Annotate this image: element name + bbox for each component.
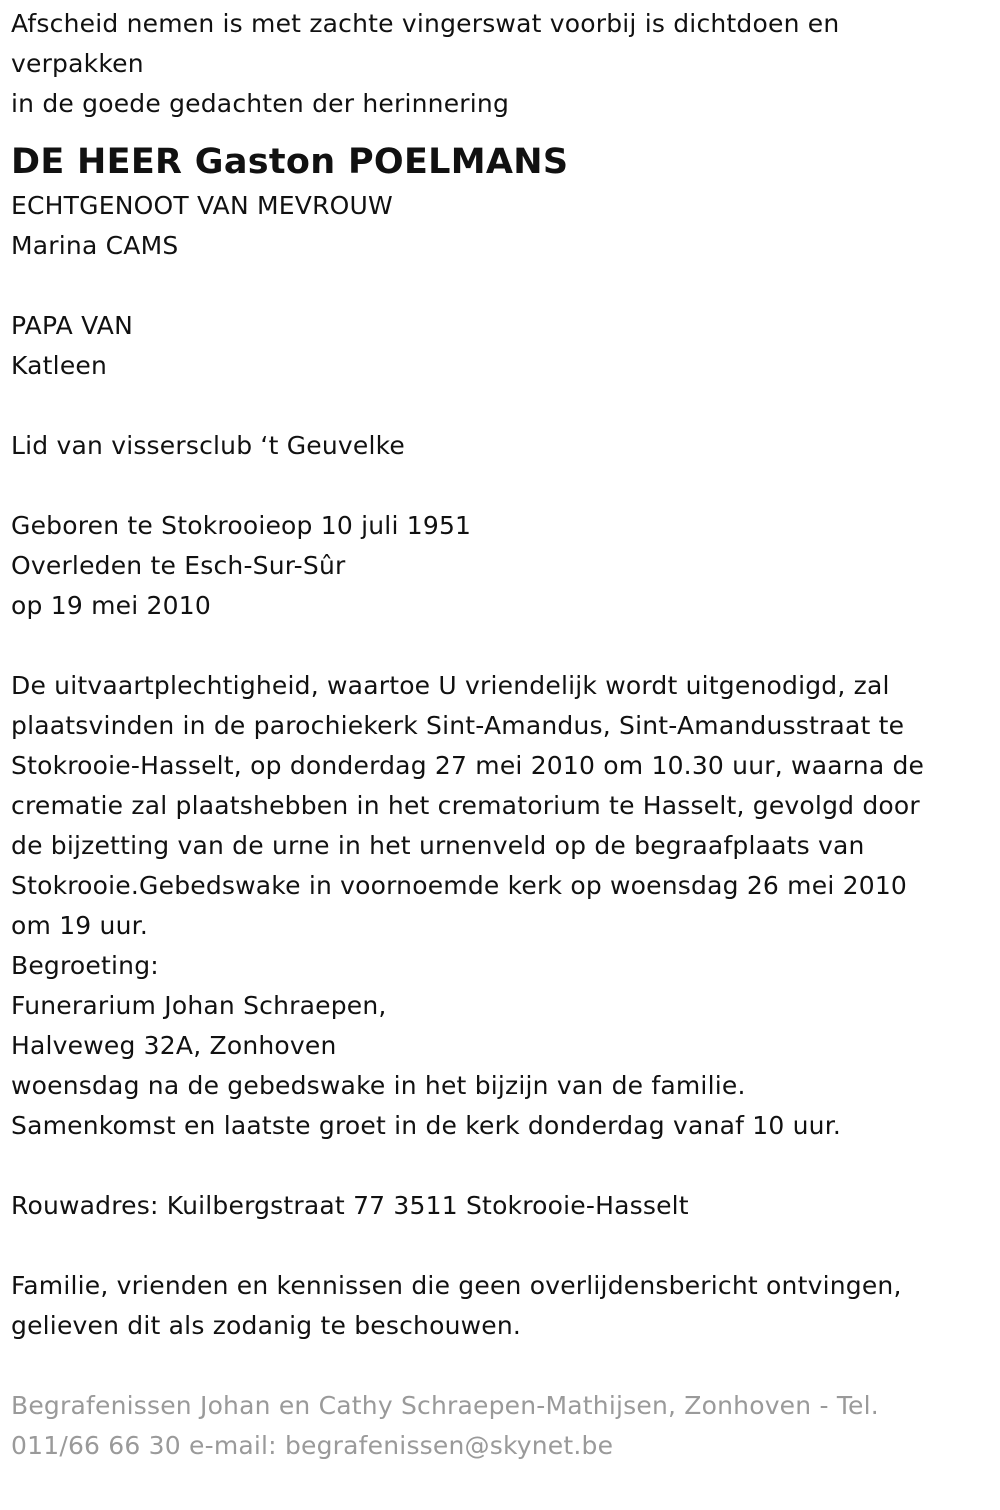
- spacer: [11, 1346, 986, 1386]
- spacer: [11, 1226, 986, 1266]
- ceremony-line: Stokrooie.Gebedswake in voornoemde kerk op woensdag 26 mei 2010: [11, 871, 908, 900]
- closing-line: gelieven dit als zodanig te beschouwen.: [11, 1311, 522, 1340]
- greeting-line: Halveweg 32A, Zonhoven: [11, 1031, 337, 1060]
- footer-line: 011/66 66 30 e-mail: begrafenissen@skynet.be: [11, 1431, 614, 1460]
- children-name: Katleen: [11, 351, 108, 380]
- ceremony-line: crematie zal plaatshebben in het crematorium te Hasselt, gevolgd door: [11, 791, 920, 820]
- spacer: [11, 626, 986, 666]
- spouse-name: Marina CAMS: [11, 231, 179, 260]
- obituary-page: [11, 4, 986, 1466]
- greeting-line: Begroeting:: [11, 951, 159, 980]
- ceremony-line: plaatsvinden in de parochiekerk Sint-Amandus, Sint-Amandusstraat te: [11, 711, 905, 740]
- membership: Lid van vissersclub ‘t Geuvelke: [11, 431, 406, 460]
- greeting-block: [11, 946, 986, 1146]
- birth-line: Geboren te Stokrooieop 10 juli 1951: [11, 511, 472, 540]
- undertaker-footer: [11, 1386, 986, 1466]
- deceased-name: DE HEER Gaston POELMANS: [11, 142, 569, 182]
- spacer: [11, 386, 986, 426]
- spacer: [11, 466, 986, 506]
- ceremony-block: [11, 666, 986, 946]
- greeting-line: woensdag na de gebedswake in het bijzijn van de familie.: [11, 1071, 746, 1100]
- closing-line: Familie, vrienden en kennissen die geen overlijdensbericht ontvingen,: [11, 1271, 902, 1300]
- death-date: op 19 mei 2010: [11, 591, 211, 620]
- footer-line: Begrafenissen Johan en Cathy Schraepen-Mathijsen, Zonhoven - Tel.: [11, 1391, 879, 1420]
- poem-line: verpakken: [11, 49, 144, 78]
- poem-line: in de goede gedachten der herinnering: [11, 89, 510, 118]
- closing-block: [11, 1266, 986, 1346]
- ceremony-line: De uitvaartplechtigheid, waartoe U vriendelijk wordt uitgenodigd, zal: [11, 671, 890, 700]
- ceremony-line: om 19 uur.: [11, 911, 148, 940]
- spouse-title: ECHTGENOOT VAN MEVROUW: [11, 191, 393, 220]
- ceremony-line: de bijzetting van de urne in het urnenveld op de begraafplaats van: [11, 831, 865, 860]
- ceremony-line: Stokrooie-Hasselt, op donderdag 27 mei 2010 om 10.30 uur, waarna de: [11, 751, 925, 780]
- greeting-line: Funerarium Johan Schraepen,: [11, 991, 387, 1020]
- spacer: [11, 266, 986, 306]
- greeting-line: Samenkomst en laatste groet in de kerk donderdag vanaf 10 uur.: [11, 1111, 842, 1140]
- poem-line: Afscheid nemen is met zachte vingerswat voorbij is dichtdoen en: [11, 9, 840, 38]
- children-title: PAPA VAN: [11, 311, 134, 340]
- spacer: [11, 1146, 986, 1186]
- mourning-address: Rouwadres: Kuilbergstraat 77 3511 Stokrooie-Hasselt: [11, 1191, 689, 1220]
- death-place: Overleden te Esch-Sur-Sûr: [11, 551, 346, 580]
- poem-block: [11, 4, 986, 124]
